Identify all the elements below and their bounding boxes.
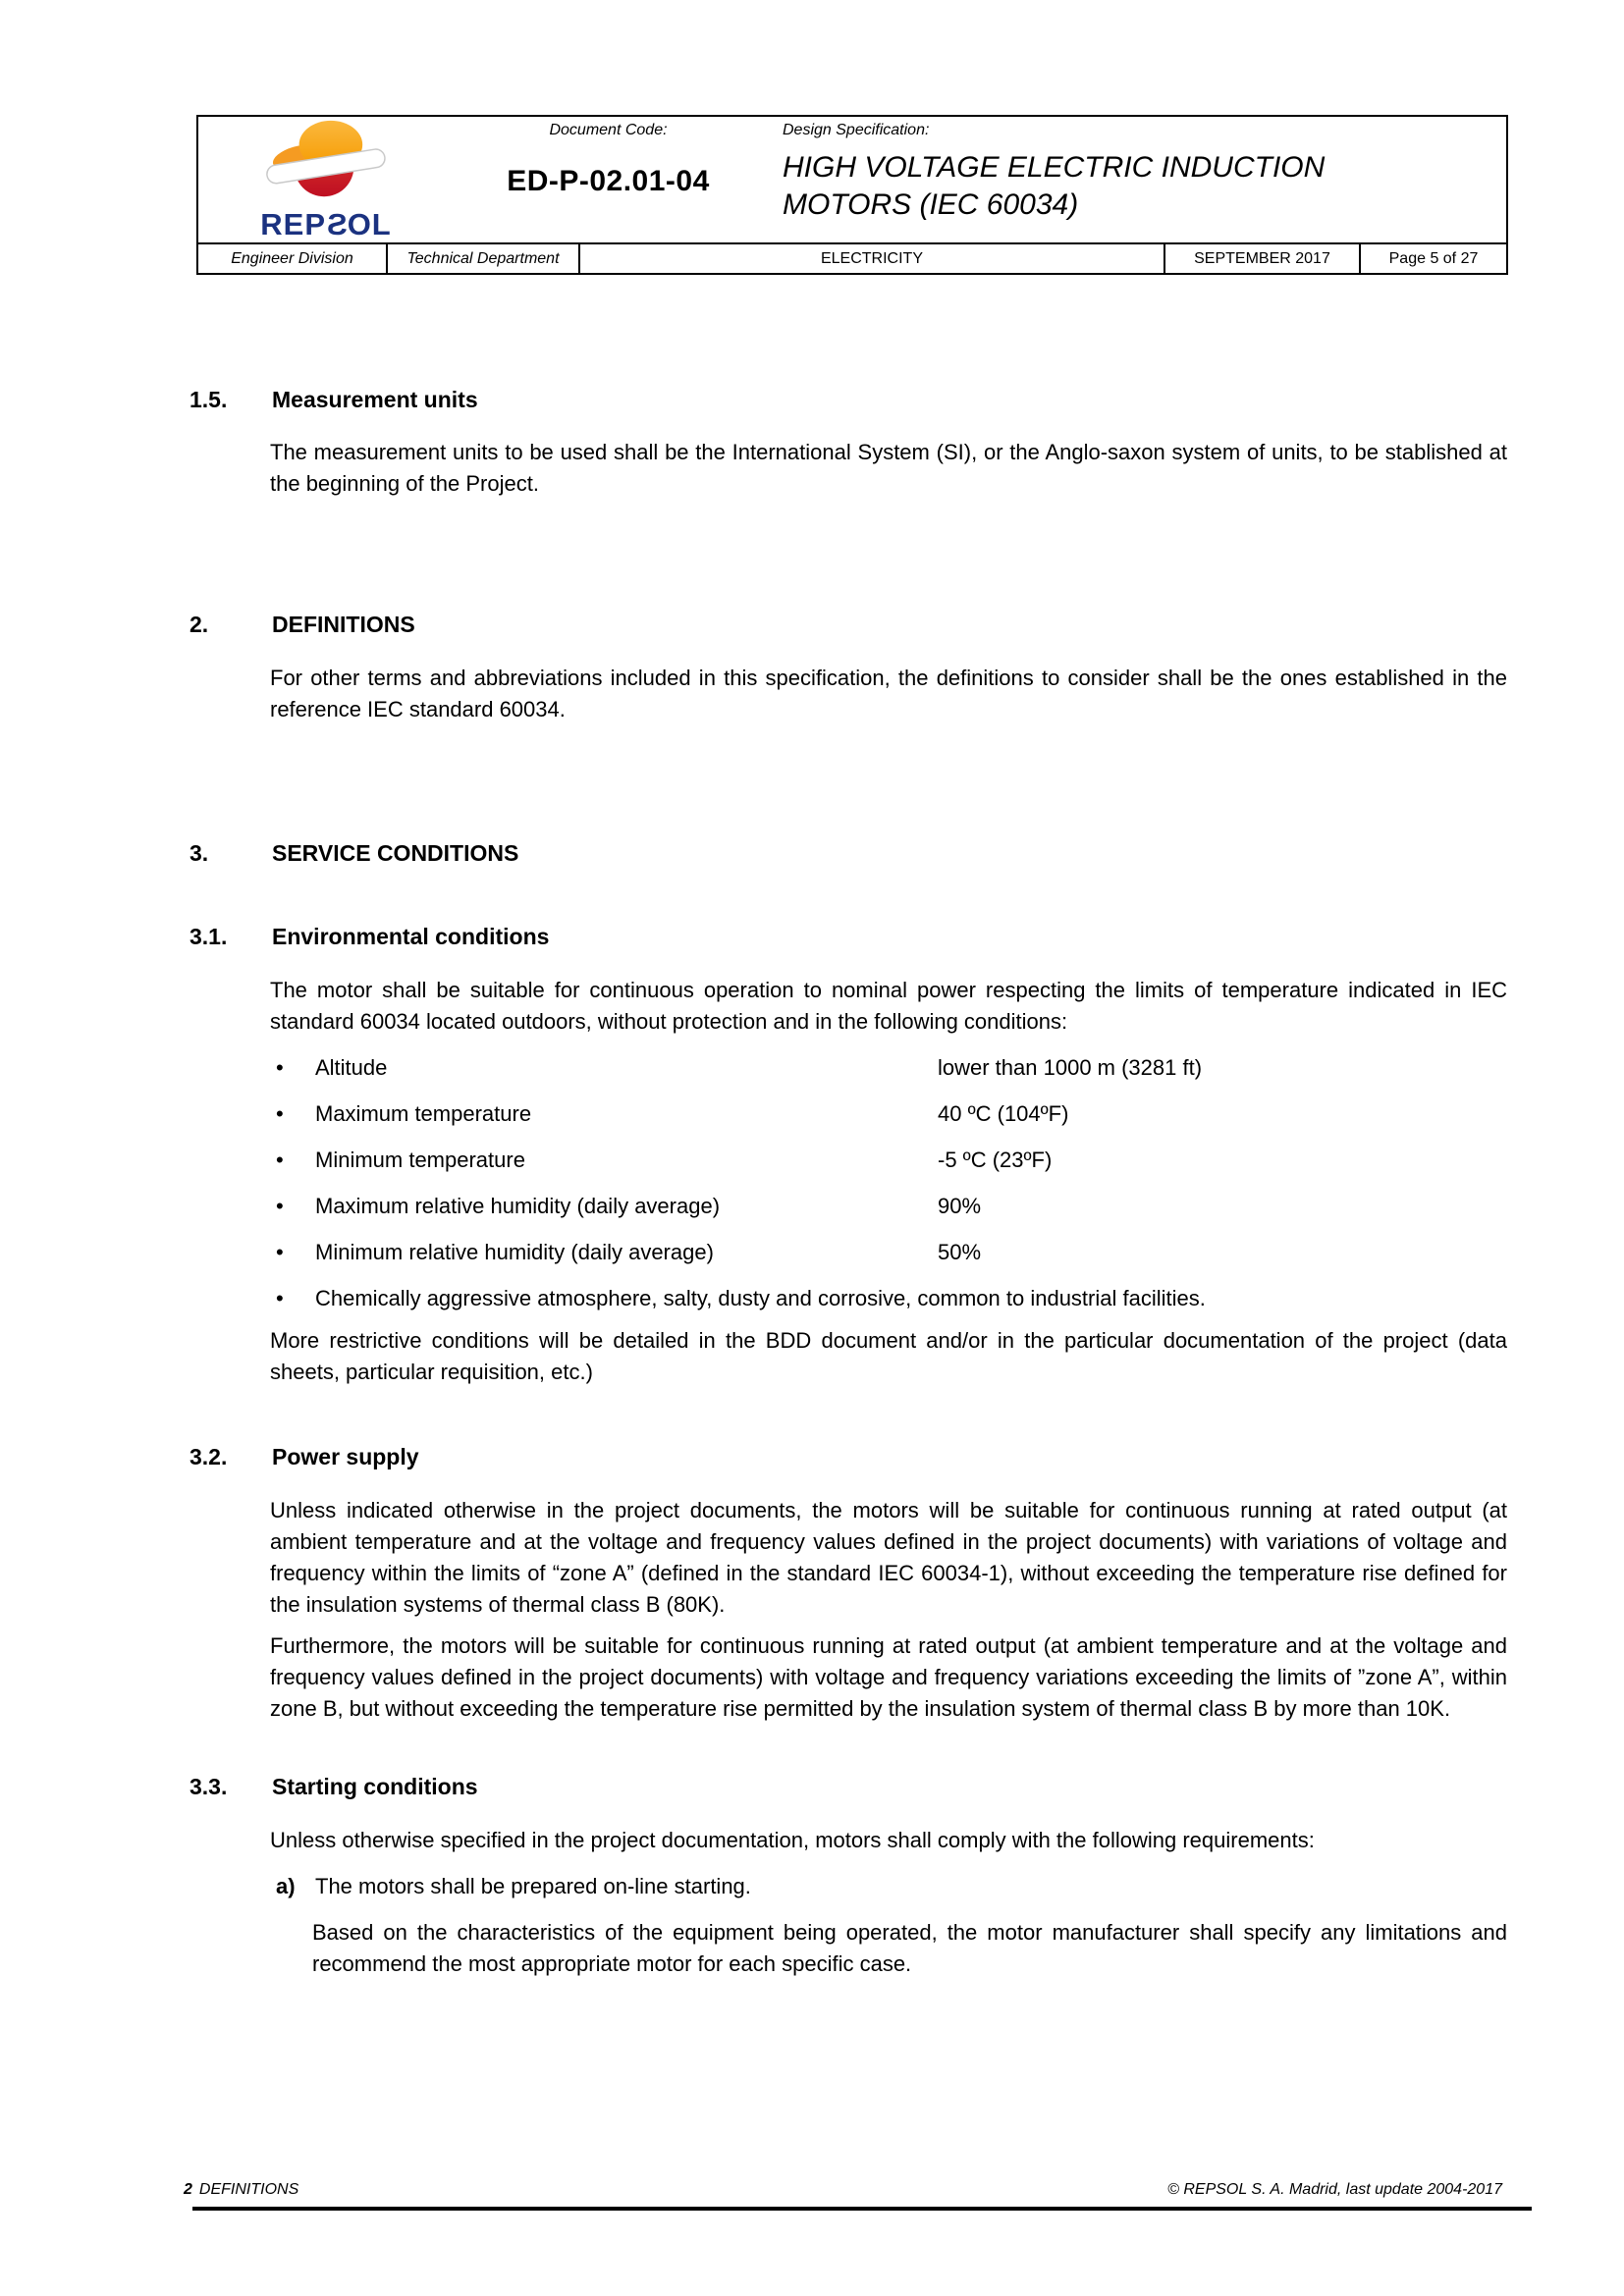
- section-heading-2: [189, 611, 1624, 638]
- paragraph-definitions: For other terms and abbreviations included in this specification, the definitions to consider shall be the ones established in the reference IEC standard 60034.: [270, 666, 1507, 721]
- wordmark-post: OL: [347, 207, 392, 241]
- header-row-info: [198, 242, 1506, 273]
- date-cell: SEPTEMBER 2017: [1164, 244, 1359, 273]
- paragraph-environmental-intro: The motor shall be suitable for continuous operation to nominal power respecting the limits of temperature indicated in IEC standard 60034 located outdoors, without protection and in the following conditions:: [270, 978, 1507, 1034]
- bullet-icon: •: [276, 1148, 284, 1172]
- bullet-label: Minimum relative humidity (daily average): [315, 1240, 714, 1264]
- document-title-line2: MOTORS (IEC 60034): [783, 188, 1079, 221]
- bullet-value: -5 ºC (23ºF): [938, 1148, 1053, 1172]
- bullet-label: Altitude: [315, 1055, 388, 1080]
- design-spec-cell: [763, 117, 1506, 242]
- paragraph-measurement-units: The measurement units to be used shall be the International System (SI), or the Anglo-saxon system of units, to be stablished at the beginning of the Project.: [270, 440, 1507, 496]
- bullet-max-humidity: [276, 1191, 1624, 1222]
- bullet-value: 40 ºC (104ºF): [938, 1101, 1069, 1126]
- section-heading-3: [189, 839, 1624, 867]
- document-title-line1: HIGH VOLTAGE ELECTRIC INDUCTION: [783, 151, 1326, 184]
- bullet-icon: •: [276, 1286, 284, 1310]
- list-item-a-text: The motors shall be prepared on-line starting.: [315, 1874, 751, 1898]
- technical-department-cell: Technical Department: [386, 244, 578, 273]
- bullet-label: Maximum temperature: [315, 1101, 532, 1126]
- section-title: Environmental conditions: [272, 924, 550, 949]
- section-number: 1.5.: [189, 387, 228, 412]
- bullet-icon: •: [276, 1055, 284, 1080]
- bullet-label: Minimum temperature: [315, 1148, 525, 1172]
- bullet-icon: •: [276, 1194, 284, 1218]
- section-title: Power supply: [272, 1444, 419, 1469]
- discipline-cell: ELECTRICITY: [578, 244, 1164, 273]
- section-heading-3-1: [189, 923, 1624, 950]
- logo-cell: [198, 117, 454, 242]
- repsol-wordmark: [260, 207, 392, 242]
- paragraph-starting-intro: Unless otherwise specified in the project documentation, motors shall comply with the following requirements:: [270, 1828, 1315, 1852]
- document-code-label: Document Code:: [549, 122, 668, 138]
- paragraph-item-a-detail: Based on the characteristics of the equipment being operated, the motor manufacturer shall specify any limitations and recommend the most appropriate motor for each specific case.: [312, 1920, 1507, 1976]
- section-heading-3-2: [189, 1443, 1624, 1470]
- section-number: 3.: [189, 840, 209, 866]
- bullet-icon: •: [276, 1240, 284, 1264]
- header-row-main: [198, 117, 1506, 242]
- bullet-value: 50%: [938, 1240, 982, 1264]
- bullet-label: Chemically aggressive atmosphere, salty, dusty and corrosive, common to industrial facilities.: [315, 1286, 1206, 1310]
- section-heading-1-5: [189, 386, 1624, 413]
- paragraph-power-supply-2: Furthermore, the motors will be suitable for continuous running at rated output (at ambient temperature and at the voltage and frequency values defined in the project documents) with voltage and frequency variations exceeding the limits of ”zone A”, within zone B, but without exceeding the temperature rise permitted by the insulation system of thermal class B by more than 10K.: [270, 1633, 1507, 1721]
- bullet-value: lower than 1000 m (3281 ft): [938, 1055, 1203, 1080]
- header-table: [196, 115, 1508, 275]
- document-code-cell: [454, 117, 763, 242]
- section-number: 3.1.: [189, 924, 228, 949]
- repsol-logo-icon: [252, 117, 400, 205]
- document-code: ED-P-02.01-04: [507, 165, 710, 197]
- bullet-atmosphere: [276, 1283, 1624, 1314]
- footer-section-name: DEFINITIONS: [198, 2181, 299, 2198]
- engineer-division-cell: Engineer Division: [231, 249, 353, 267]
- bullet-icon: •: [276, 1101, 284, 1126]
- bullet-value: 90%: [938, 1194, 982, 1218]
- footer-copyright: © REPSOL S. A. Madrid, last update 2004-2017: [1167, 2181, 1502, 2198]
- page-number-cell: Page 5 of 27: [1359, 244, 1506, 273]
- section-number: 2.: [189, 612, 209, 637]
- section-title: Starting conditions: [272, 1774, 478, 1799]
- list-item-a: [276, 1871, 1624, 1902]
- document-title: [783, 149, 1498, 224]
- footer-rule: [192, 2207, 1532, 2211]
- paragraph-restrictive-conditions: More restrictive conditions will be detailed in the BDD document and/or in the particular documentation of the project (data sheets, particular requisition, etc.): [270, 1328, 1507, 1384]
- list-item-a-label: a): [276, 1874, 296, 1898]
- section-title: SERVICE CONDITIONS: [272, 840, 519, 866]
- design-spec-label: Design Specification:: [783, 122, 930, 138]
- bullet-max-temperature: [276, 1098, 1624, 1130]
- section-number: 3.2.: [189, 1444, 228, 1469]
- bullet-label: Maximum relative humidity (daily average): [315, 1194, 721, 1218]
- section-heading-3-3: [189, 1773, 1624, 1800]
- section-number: 3.3.: [189, 1774, 228, 1799]
- section-title: DEFINITIONS: [272, 612, 415, 637]
- footer-section-number: 2: [184, 2181, 192, 2198]
- bullet-min-humidity: [276, 1237, 1624, 1268]
- bullet-altitude: [276, 1052, 1624, 1084]
- wordmark-pre: REP: [260, 207, 326, 241]
- wordmark-mirrored-s: S: [326, 207, 348, 241]
- bullet-min-temperature: [276, 1145, 1624, 1176]
- paragraph-power-supply-1: Unless indicated otherwise in the project documents, the motors will be suitable for continuous running at rated output (at ambient temperature and at the voltage and frequency values defined in the project documents) with variations of voltage and frequency within the limits of “zone A” (defined in the standard IEC 60034-1), without exceeding the temperature rise defined for the insulation systems of thermal class B (80K).: [270, 1498, 1507, 1617]
- section-title: Measurement units: [272, 387, 478, 412]
